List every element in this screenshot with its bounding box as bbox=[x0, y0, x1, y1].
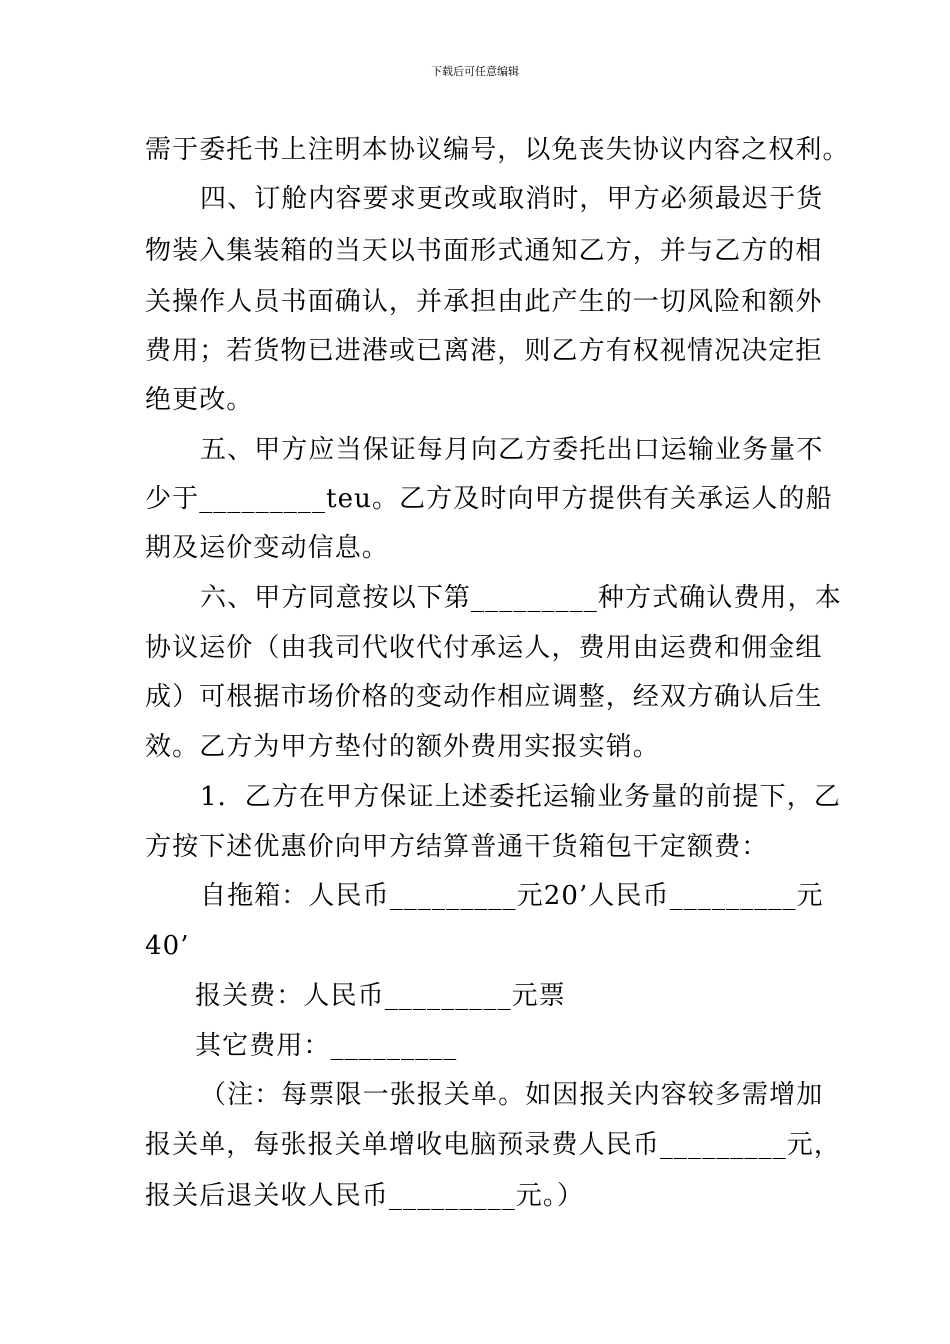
text-line: 协议运价（由我司代收代付承运人，费用由运费和佣金组 bbox=[145, 633, 823, 663]
text-line: 四、订舱内容要求更改或取消时，甲方必须最迟于货 bbox=[200, 184, 824, 214]
text-line: 40’ bbox=[145, 931, 190, 961]
text-line: 期及运价变动信息。 bbox=[145, 533, 389, 563]
text-line: 需于委托书上注明本协议编号，以免丧失协议内容之权利。 bbox=[145, 135, 850, 165]
text-line: 报关后退关收人民币_________元。） bbox=[145, 1181, 585, 1211]
text-line: 方按下述优惠价向甲方结算普通干货箱包干定额费： bbox=[145, 832, 769, 862]
text-line: 自拖箱：人民币_________元20’人民币_________元 bbox=[200, 881, 824, 911]
text-line: 六、甲方同意按以下第_________种方式确认费用，本 bbox=[200, 583, 842, 613]
text-line: 物装入集装箱的当天以书面形式通知乙方，并与乙方的相 bbox=[145, 236, 823, 266]
text-line: 五、甲方应当保证每月向乙方委托出口运输业务量不 bbox=[200, 435, 824, 465]
text-line: 关操作人员书面确认，并承担由此产生的一切风险和额外 bbox=[145, 287, 823, 317]
text-line: 费用；若货物已进港或已离港，则乙方有权视情况决定拒 bbox=[145, 336, 823, 366]
text-line: 其它费用：_________ bbox=[195, 1031, 458, 1061]
text-line: （注：每票限一张报关单。如因报关内容较多需增加 bbox=[200, 1080, 824, 1110]
page-header: 下载后可任意编辑 bbox=[431, 65, 519, 78]
text-line: 成）可根据市场价格的变动作相应调整，经双方确认后生 bbox=[145, 682, 823, 712]
text-line: 1．乙方在甲方保证上述委托运输业务量的前提下，乙 bbox=[200, 782, 841, 812]
text-line: 报关单，每张报关单增收电脑预录费人民币_________元， bbox=[145, 1130, 842, 1160]
text-line: 绝更改。 bbox=[145, 385, 254, 415]
text-line: 少于_________teu。乙方及时向甲方提供有关承运人的船 bbox=[145, 484, 833, 514]
text-line: 效。乙方为甲方垫付的额外费用实报实销。 bbox=[145, 732, 660, 762]
text-line: 报关费：人民币_________元票 bbox=[195, 981, 566, 1011]
